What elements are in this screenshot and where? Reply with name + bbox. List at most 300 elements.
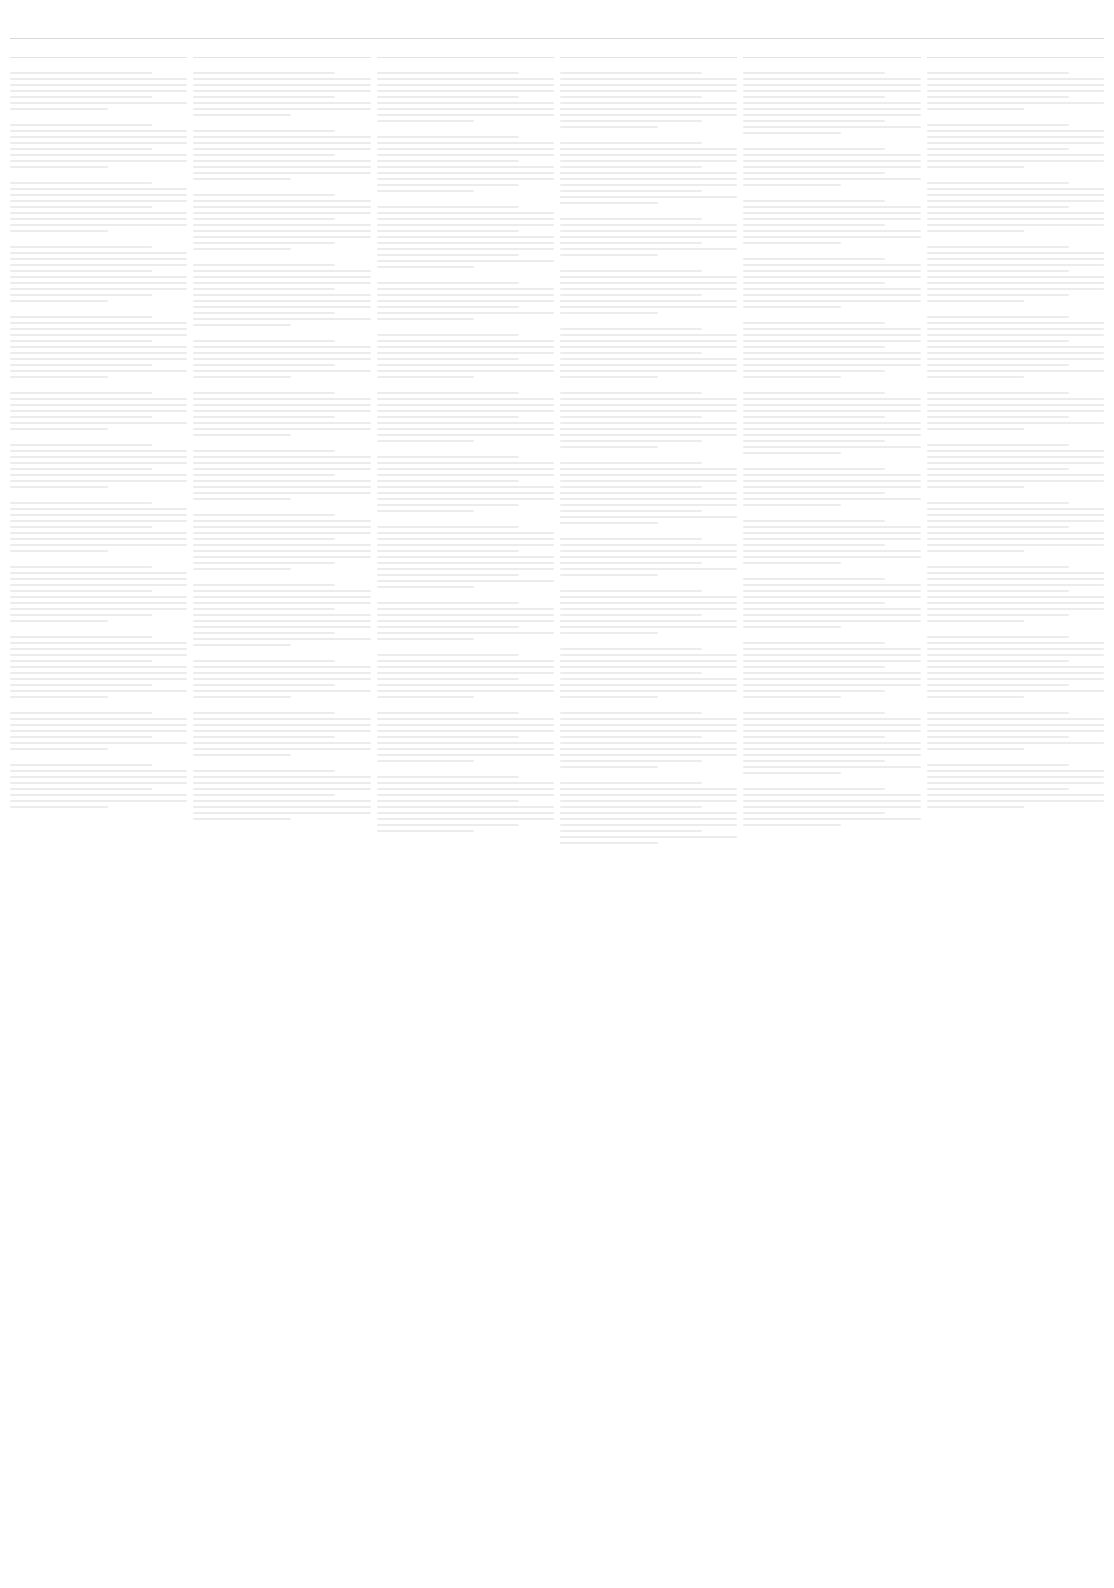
- text-line: [927, 148, 1069, 150]
- text-line: [377, 672, 554, 674]
- text-line: [927, 230, 1025, 232]
- text-block: [10, 182, 187, 232]
- text-line: [193, 276, 370, 278]
- text-line: [193, 718, 370, 720]
- text-line: [10, 410, 187, 412]
- text-line: [927, 410, 1104, 412]
- text-line: [10, 608, 187, 610]
- text-line: [193, 644, 291, 646]
- text-line: [927, 294, 1069, 296]
- text-line: [560, 108, 737, 110]
- text-line: [743, 818, 920, 820]
- text-line: [743, 230, 920, 232]
- text-line: [743, 532, 920, 534]
- text-line: [560, 712, 702, 714]
- text-line: [193, 422, 370, 424]
- text-line: [193, 532, 370, 534]
- text-line: [193, 72, 335, 74]
- text-line: [10, 486, 108, 488]
- text-line: [560, 202, 658, 204]
- text-line: [743, 660, 920, 662]
- text-line: [927, 578, 1104, 580]
- text-line: [927, 566, 1069, 568]
- text-line: [377, 190, 475, 192]
- text-line: [193, 638, 370, 640]
- text-line: [743, 114, 920, 116]
- text-line: [377, 614, 554, 616]
- text-line: [10, 666, 187, 668]
- text-line: [377, 166, 554, 168]
- text-line: [743, 468, 885, 470]
- text-block: [743, 258, 920, 308]
- text-block: [193, 194, 370, 250]
- text-block: [560, 72, 737, 128]
- text-line: [560, 562, 702, 564]
- text-block: [377, 334, 554, 378]
- text-line: [377, 84, 554, 86]
- text-line: [560, 282, 737, 284]
- text-line: [10, 550, 108, 552]
- text-line: [927, 544, 1104, 546]
- text-line: [10, 654, 187, 656]
- text-line: [743, 608, 920, 610]
- text-line: [377, 562, 554, 564]
- text-line: [927, 730, 1104, 732]
- text-line: [743, 648, 920, 650]
- text-line: [743, 166, 920, 168]
- text-line: [560, 672, 702, 674]
- text-line: [927, 160, 1104, 162]
- text-line: [377, 678, 519, 680]
- text-line: [377, 788, 554, 790]
- text-line: [193, 248, 291, 250]
- text-line: [927, 334, 1104, 336]
- text-line: [193, 486, 370, 488]
- text-line: [743, 264, 920, 266]
- text-line: [560, 504, 737, 506]
- text-line: [193, 212, 370, 214]
- text-line: [927, 404, 1104, 406]
- text-line: [193, 672, 370, 674]
- text-line: [193, 614, 370, 616]
- text-line: [377, 428, 554, 430]
- text-block: [193, 340, 370, 378]
- text-line: [927, 672, 1104, 674]
- text-line: [560, 102, 737, 104]
- text-line: [560, 736, 702, 738]
- text-block: [377, 282, 554, 320]
- text-line: [193, 148, 370, 150]
- text-line: [560, 404, 737, 406]
- text-block: [10, 764, 187, 808]
- text-line: [743, 370, 885, 372]
- text-line: [10, 764, 152, 766]
- text-line: [377, 212, 554, 214]
- text-line: [193, 562, 335, 564]
- text-line: [560, 196, 737, 198]
- text-line: [10, 416, 152, 418]
- text-block: [927, 566, 1104, 622]
- text-line: [927, 742, 1104, 744]
- text-line: [10, 294, 152, 296]
- text-line: [560, 510, 702, 512]
- text-line: [193, 456, 370, 458]
- text-block: [560, 782, 737, 844]
- text-line: [927, 642, 1104, 644]
- text-line: [560, 142, 702, 144]
- text-line: [743, 602, 885, 604]
- column-3: [377, 47, 554, 1579]
- text-line: [560, 364, 737, 366]
- text-line: [743, 690, 885, 692]
- text-line: [560, 96, 702, 98]
- text-line: [377, 242, 554, 244]
- text-line: [377, 608, 554, 610]
- text-line: [927, 218, 1104, 220]
- text-block: [927, 502, 1104, 552]
- text-line: [193, 514, 335, 516]
- text-line: [927, 316, 1069, 318]
- text-line: [560, 678, 737, 680]
- text-line: [560, 718, 737, 720]
- text-line: [193, 520, 370, 522]
- text-line: [743, 800, 920, 802]
- text-line: [927, 678, 1104, 680]
- text-line: [743, 526, 920, 528]
- text-block: [10, 124, 187, 168]
- text-line: [377, 440, 475, 442]
- text-block: [377, 776, 554, 832]
- text-line: [377, 492, 554, 494]
- text-line: [10, 724, 187, 726]
- text-line: [927, 456, 1104, 458]
- text-line: [10, 160, 187, 162]
- text-line: [377, 568, 554, 570]
- text-block: [193, 392, 370, 436]
- text-line: [10, 590, 152, 592]
- text-line: [377, 730, 554, 732]
- text-line: [10, 252, 187, 254]
- text-line: [927, 136, 1104, 138]
- text-line: [193, 620, 370, 622]
- text-line: [377, 724, 554, 726]
- text-line: [10, 358, 187, 360]
- text-line: [193, 416, 335, 418]
- text-line: [377, 660, 554, 662]
- text-line: [743, 520, 885, 522]
- text-block: [743, 712, 920, 774]
- column-heading-band: [10, 47, 187, 58]
- text-line: [10, 620, 108, 622]
- text-line: [10, 648, 187, 650]
- text-line: [377, 800, 519, 802]
- text-block: [743, 322, 920, 378]
- text-line: [193, 480, 370, 482]
- text-line: [560, 306, 737, 308]
- text-line: [743, 160, 920, 162]
- text-line: [10, 806, 108, 808]
- text-line: [377, 224, 554, 226]
- text-line: [743, 242, 841, 244]
- text-line: [927, 660, 1069, 662]
- text-line: [377, 818, 554, 820]
- text-line: [560, 270, 702, 272]
- text-line: [193, 538, 335, 540]
- column-heading-band: [743, 47, 920, 58]
- text-line: [927, 486, 1025, 488]
- text-line: [743, 108, 920, 110]
- text-line: [193, 130, 335, 132]
- text-line: [10, 678, 187, 680]
- text-line: [377, 712, 519, 714]
- text-line: [560, 806, 702, 808]
- text-block: [743, 148, 920, 186]
- text-line: [560, 312, 658, 314]
- text-line: [377, 318, 475, 320]
- text-line: [193, 584, 335, 586]
- text-line: [560, 184, 737, 186]
- text-line: [193, 398, 370, 400]
- text-line: [743, 334, 920, 336]
- text-line: [377, 260, 554, 262]
- text-line: [743, 328, 920, 330]
- text-line: [927, 614, 1069, 616]
- text-line: [193, 410, 370, 412]
- text-line: [193, 776, 370, 778]
- text-line: [927, 142, 1104, 144]
- text-line: [10, 672, 187, 674]
- text-line: [193, 78, 370, 80]
- text-line: [10, 696, 108, 698]
- text-line: [193, 270, 370, 272]
- text-line: [927, 800, 1104, 802]
- text-line: [193, 108, 370, 110]
- text-line: [560, 114, 737, 116]
- text-line: [560, 654, 737, 656]
- text-line: [743, 440, 885, 442]
- text-line: [560, 648, 702, 650]
- text-block: [193, 130, 370, 180]
- text-line: [927, 480, 1104, 482]
- text-line: [10, 194, 187, 196]
- text-line: [193, 178, 291, 180]
- text-block: [10, 316, 187, 378]
- text-line: [743, 492, 885, 494]
- text-line: [193, 200, 370, 202]
- text-line: [560, 242, 702, 244]
- text-line: [10, 596, 187, 598]
- text-line: [560, 782, 702, 784]
- text-line: [743, 550, 920, 552]
- text-line: [560, 492, 737, 494]
- text-line: [560, 614, 702, 616]
- text-line: [377, 684, 554, 686]
- text-line: [193, 498, 291, 500]
- text-line: [743, 258, 885, 260]
- text-line: [560, 166, 702, 168]
- text-line: [193, 526, 370, 528]
- text-block: [927, 444, 1104, 488]
- text-line: [560, 730, 737, 732]
- text-line: [10, 392, 152, 394]
- text-line: [560, 516, 737, 518]
- text-line: [927, 346, 1104, 348]
- text-block: [743, 520, 920, 564]
- text-line: [377, 830, 475, 832]
- text-line: [927, 422, 1104, 424]
- text-line: [10, 130, 187, 132]
- text-line: [743, 294, 920, 296]
- text-line: [377, 306, 519, 308]
- text-line: [10, 270, 152, 272]
- text-line: [377, 580, 554, 582]
- text-block: [10, 712, 187, 750]
- text-line: [927, 718, 1104, 720]
- text-line: [377, 160, 519, 162]
- text-line: [10, 782, 187, 784]
- text-line: [560, 428, 737, 430]
- text-line: [743, 404, 920, 406]
- text-line: [560, 248, 737, 250]
- text-line: [193, 288, 335, 290]
- text-line: [193, 462, 370, 464]
- text-line: [10, 748, 108, 750]
- text-line: [560, 78, 737, 80]
- text-line: [193, 346, 370, 348]
- text-line: [927, 654, 1104, 656]
- text-line: [377, 632, 554, 634]
- text-line: [743, 352, 920, 354]
- text-line: [927, 130, 1104, 132]
- text-line: [560, 340, 737, 342]
- text-line: [743, 358, 920, 360]
- text-line: [560, 462, 702, 464]
- text-line: [927, 520, 1104, 522]
- text-line: [927, 620, 1025, 622]
- text-line: [743, 578, 885, 580]
- text-line: [10, 660, 152, 662]
- text-line: [10, 456, 187, 458]
- text-line: [927, 748, 1025, 750]
- text-line: [927, 590, 1069, 592]
- text-line: [377, 294, 554, 296]
- text-line: [10, 346, 187, 348]
- text-line: [377, 754, 554, 756]
- text-line: [10, 800, 187, 802]
- text-line: [560, 696, 658, 698]
- text-line: [10, 450, 187, 452]
- text-line: [560, 468, 737, 470]
- text-line: [927, 84, 1104, 86]
- text-line: [743, 96, 885, 98]
- text-line: [560, 346, 737, 348]
- text-block: [927, 182, 1104, 232]
- text-block: [560, 328, 737, 378]
- text-line: [743, 760, 885, 762]
- text-line: [193, 340, 335, 342]
- text-line: [193, 312, 335, 314]
- text-line: [560, 446, 658, 448]
- text-line: [10, 428, 108, 430]
- text-line: [560, 190, 702, 192]
- text-block: [743, 72, 920, 134]
- text-line: [10, 102, 187, 104]
- text-line: [743, 132, 841, 134]
- text-line: [560, 370, 737, 372]
- text-line: [927, 194, 1104, 196]
- text-line: [10, 258, 187, 260]
- text-line: [743, 276, 920, 278]
- text-line: [743, 718, 920, 720]
- text-line: [377, 794, 554, 796]
- text-block: [927, 72, 1104, 110]
- text-line: [10, 340, 152, 342]
- text-line: [193, 724, 370, 726]
- text-line: [377, 760, 475, 762]
- text-line: [743, 120, 885, 122]
- text-line: [377, 812, 554, 814]
- text-line: [193, 404, 370, 406]
- text-line: [560, 522, 658, 524]
- text-block: [377, 654, 554, 698]
- text-line: [927, 352, 1104, 354]
- text-line: [743, 754, 920, 756]
- text-line: [10, 264, 187, 266]
- text-block: [193, 770, 370, 820]
- text-line: [10, 188, 187, 190]
- text-line: [377, 544, 554, 546]
- column-heading-band: [193, 47, 370, 58]
- text-line: [377, 398, 554, 400]
- text-block: [10, 636, 187, 698]
- text-line: [377, 334, 519, 336]
- text-line: [560, 684, 737, 686]
- text-line: [377, 602, 519, 604]
- text-line: [193, 306, 370, 308]
- text-line: [927, 648, 1104, 650]
- text-line: [743, 416, 885, 418]
- text-block: [743, 788, 920, 826]
- text-line: [927, 392, 1069, 394]
- text-line: [377, 120, 475, 122]
- text-line: [560, 590, 702, 592]
- text-line: [743, 178, 920, 180]
- text-line: [377, 538, 554, 540]
- column-grid: [10, 47, 1104, 1579]
- text-line: [743, 474, 920, 476]
- text-block: [560, 392, 737, 448]
- text-line: [560, 84, 737, 86]
- text-line: [743, 322, 885, 324]
- text-line: [10, 182, 152, 184]
- text-line: [743, 102, 920, 104]
- text-line: [193, 364, 335, 366]
- text-line: [377, 654, 519, 656]
- text-line: [10, 684, 152, 686]
- text-line: [560, 632, 658, 634]
- text-line: [560, 352, 702, 354]
- text-line: [927, 166, 1025, 168]
- text-line: [377, 498, 554, 500]
- text-line: [743, 486, 920, 488]
- text-line: [377, 510, 475, 512]
- text-line: [377, 184, 519, 186]
- text-line: [193, 544, 370, 546]
- text-line: [927, 532, 1104, 534]
- text-line: [743, 556, 920, 558]
- text-line: [377, 776, 519, 778]
- text-line: [193, 392, 335, 394]
